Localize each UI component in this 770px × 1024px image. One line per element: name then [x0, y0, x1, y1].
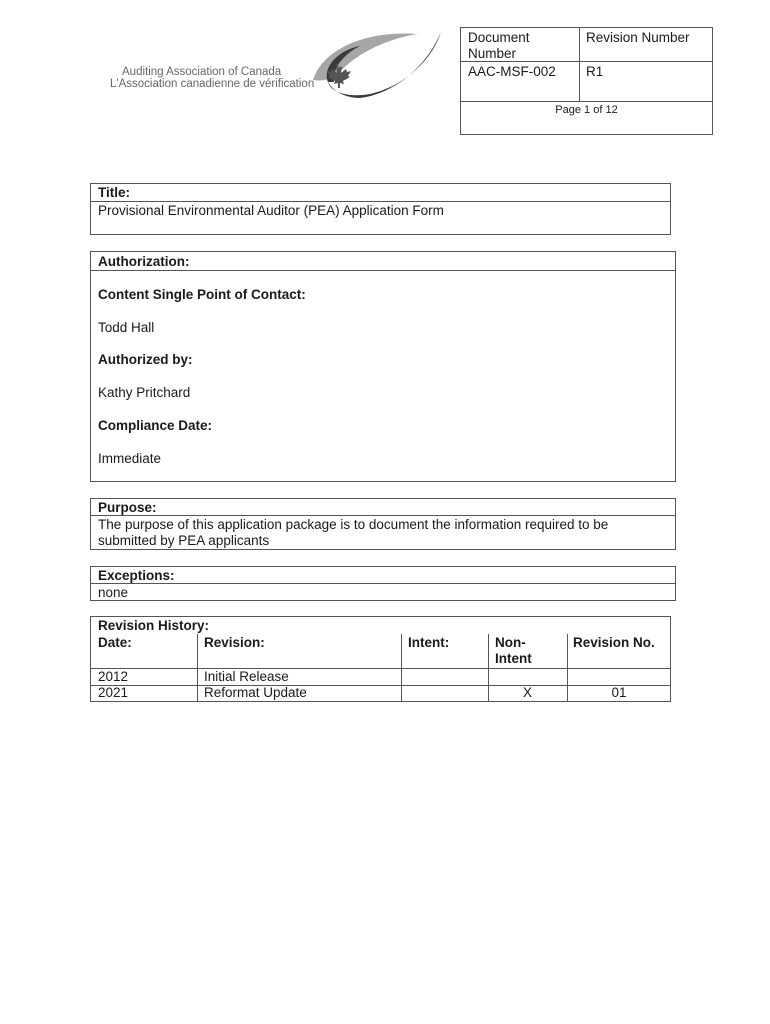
title-section [90, 183, 671, 235]
column-header-date: Date: [98, 635, 132, 650]
compliance-date-value: Immediate [98, 451, 162, 466]
document-header-table [460, 27, 713, 135]
document-number-value: AAC-MSF-002 [468, 64, 556, 79]
purpose-section [90, 498, 676, 550]
organization-logo [108, 28, 448, 100]
exceptions-value: none [98, 585, 129, 600]
exceptions-section [90, 566, 676, 601]
authorization-label: Authorization: [98, 254, 190, 269]
exceptions-label: Exceptions: [98, 568, 175, 583]
authorized-by-label: Authorized by: [98, 352, 193, 367]
logo-line-english: Auditing Association of Canada [122, 66, 282, 78]
compliance-date-label: Compliance Date: [98, 418, 213, 433]
contact-label: Content Single Point of Contact: [98, 287, 306, 302]
title-value: Provisional Environmental Auditor (PEA) Application Form [98, 203, 444, 218]
row-revision: Reformat Update [204, 685, 307, 700]
contact-value: Todd Hall [98, 320, 155, 335]
row-date: 2021 [98, 685, 129, 700]
column-header-intent: Intent: [408, 635, 450, 650]
revision-history-label: Revision History: [98, 618, 210, 633]
row-revision-no: 01 [611, 685, 627, 700]
document-number-label: Document Number [468, 30, 530, 61]
purpose-label: Purpose: [98, 500, 157, 515]
column-header-revision-no: Revision No. [573, 635, 655, 650]
authorization-section [90, 251, 676, 482]
column-header-revision: Revision: [204, 635, 265, 650]
page-indicator: Page 1 of 12 [555, 104, 618, 116]
purpose-line-2: submitted by PEA applicants [98, 533, 270, 548]
authorized-by-value: Kathy Pritchard [98, 385, 191, 400]
revision-history-table [90, 616, 671, 702]
title-label: Title: [98, 185, 131, 200]
row-non-intent: X [522, 685, 532, 700]
revision-number-value: R1 [586, 64, 604, 79]
column-header-non-intent: Non- Intent [495, 635, 532, 666]
revision-number-label: Revision Number [586, 30, 690, 45]
row-date: 2012 [98, 669, 129, 684]
logo-line-french: L'Association canadienne de vérification [110, 78, 315, 90]
row-revision: Initial Release [204, 669, 289, 684]
purpose-line-1: The purpose of this application package is to document the information required to be [98, 517, 609, 532]
